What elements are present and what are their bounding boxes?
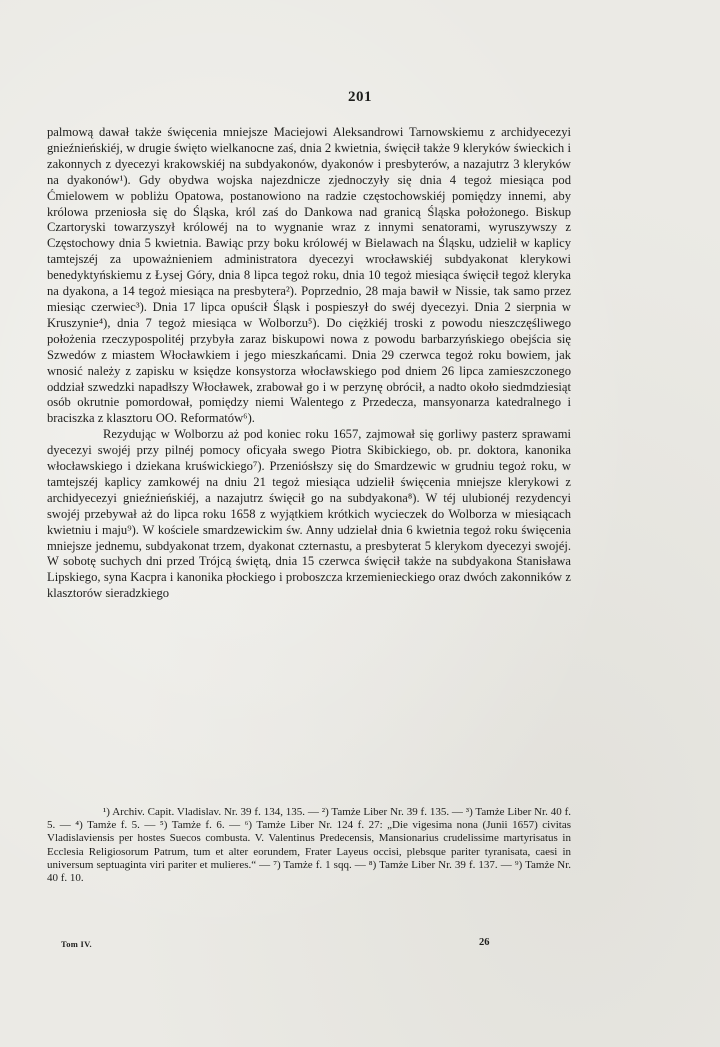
- paragraph-1: palmową dawał także święcenia mniejsze Maciejowi Aleksandrowi Tarnowskiemu z archidyecezyi gnieźnieńskiéj, w drugie święto wielkanocne zaś, dnia 2 kwietnia, święcił także 9 kleryków świeckich i zakonnych z dyecezyi krakowskiéj na subdyakonów, dyakonów i presbyterów, a nazajutrz 3 kleryków na dyakonów¹). Gdy obydwa wojska najezdnicze zjednoczyły się dnia 4 tegoż miesiąca pod Ćmielowem w pobliżu Opatowa, postanowiono na radzie częstochowskiéj pomiędzy innemi, aby królowa przeniosła się do Śląska, król zaś do Dankowa nad granicą Śląska położonego. Biskup Czartoryski towarzyszył królowéj na to wygnanie wraz z innymi senatorami, wyruszywszy z Częstochowy dnia 5 kwietnia. Bawiąc przy boku królowéj w Bielawach na Śląsku, udzielił w kaplicy tamtejszéj za upoważnieniem administratora dyecezyi wrocławskiéj subdyakonat klerykowi benedyktyńskiemu z Łysej Góry, dnia 8 lipca tegoż roku, dnia 10 tegoż miesiąca święcił tegoż kleryka na dyakona, a 14 tegoż miesiąca na presbytera²). Poprzednio, 28 maja bawił w Nissie, tak samo przez miesiąc czerwiec³). Dnia 17 lipca opuścił Śląsk i pospieszył do swéj dyecezyi. Dnia 2 sierpnia w Kruszynie⁴), dnia 7 tegoż miesiąca w Wolborzu⁵). Do ciężkiéj troski z powodu nieszczęśliwego położenia rzeczypospolitéj przybyła zaraz biskupowi nowa z powodu barbarzyńskiego obejścia się Szwedów z miastem Włocławkiem i jego mieszkańcami. Dnia 29 czerwca tegoż roku bowiem, jak wnosić należy z zapisku w księdze konsystorza włocławskiego pod dniem 26 lipca zamieszczonego oddział szwedzki napadłszy Włocławek, zrabował go i w perzynę obrócił, a nadto około siedmdziesiąt osób okrutnie pomordował, pomiędzy niemi Walentego z Przedecza, mansyonarza katedralnego i braciszka z klasztoru OO. Reformatów⁶).: [47, 125, 571, 426]
- footnote-text: ¹) Archiv. Capit. Vladislav. Nr. 39 f. 134, 135. — ²) Tamże Liber Nr. 39 f. 135. — ³) Tamże Liber Nr. 40 f. 5. — ⁴) Tamże f. 5. — ⁵) Tamże f. 6. — ⁶) Tamże Liber Nr. 124 f. 27: „Die vigesima nona (Junii 1657) civitas Vladislaviensis per hostes Suecos combusta. V. Valentinus Predecensis, Mansionarius crudelissime martyrisatus in Ecclesia Religiosorum Patrum, tum et alter eorundem, Frater Layeus occisi, plebsque pariter tyranisata, caesi in universum septuaginta viri pariter et mulieres.“ — ⁷) Tamże f. 1 sqq. — ⁸) Tamże Liber Nr. 39 f. 137. — ⁹) Tamże Nr. 40 f. 10.: [47, 806, 571, 885]
- main-text: [47, 125, 571, 602]
- page-number: 201: [348, 89, 372, 105]
- footnotes: [47, 806, 571, 885]
- signature-mark: 26: [479, 937, 490, 948]
- volume-mark: Tom IV.: [61, 939, 92, 949]
- paragraph-2: Rezydując w Wolborzu aż pod koniec roku 1657, zajmował się gorliwy pasterz sprawami dyecezyi swojéj przy pilnéj pomocy oficyała swego Piotra Skibickiego, ob. pr. doktora, kanonika włocławskiego i dziekana kruświckiego⁷). Przeniósłszy się do Smardzewic w grudniu tegoż roku, w tamtejszéj kaplicy zamkowéj na dniu 21 tegoż miesiąca udzielił święcenia mniejsze klerykowi z archidyecezyi gnieźnieńskiéj, a nazajutrz święcił go na subdyakona⁸). W téj ulubionéj rezydencyi swojéj przebywał aż do lipca roku 1658 z wyjątkiem krótkich wycieczek do Wolborza w miesiącach kwietniu i maju⁹). W kościele smardzewickim św. Anny udzielał dnia 6 kwietnia tegoż roku święcenia mniejsze jednemu, subdyakonat trzem, dyakonat czternastu, a presbyterat 5 klerykom dyecezyi swojéj. W sobotę suchych dni przed Trójcą świętą, dnia 15 czerwca święcił także na subdyakona Stanisława Lipskiego, syna Kacpra i kanonika płockiego i proboszcza krzemienieckiego oraz dwóch zakonników z klasztorów sieradzkiego: [47, 427, 571, 601]
